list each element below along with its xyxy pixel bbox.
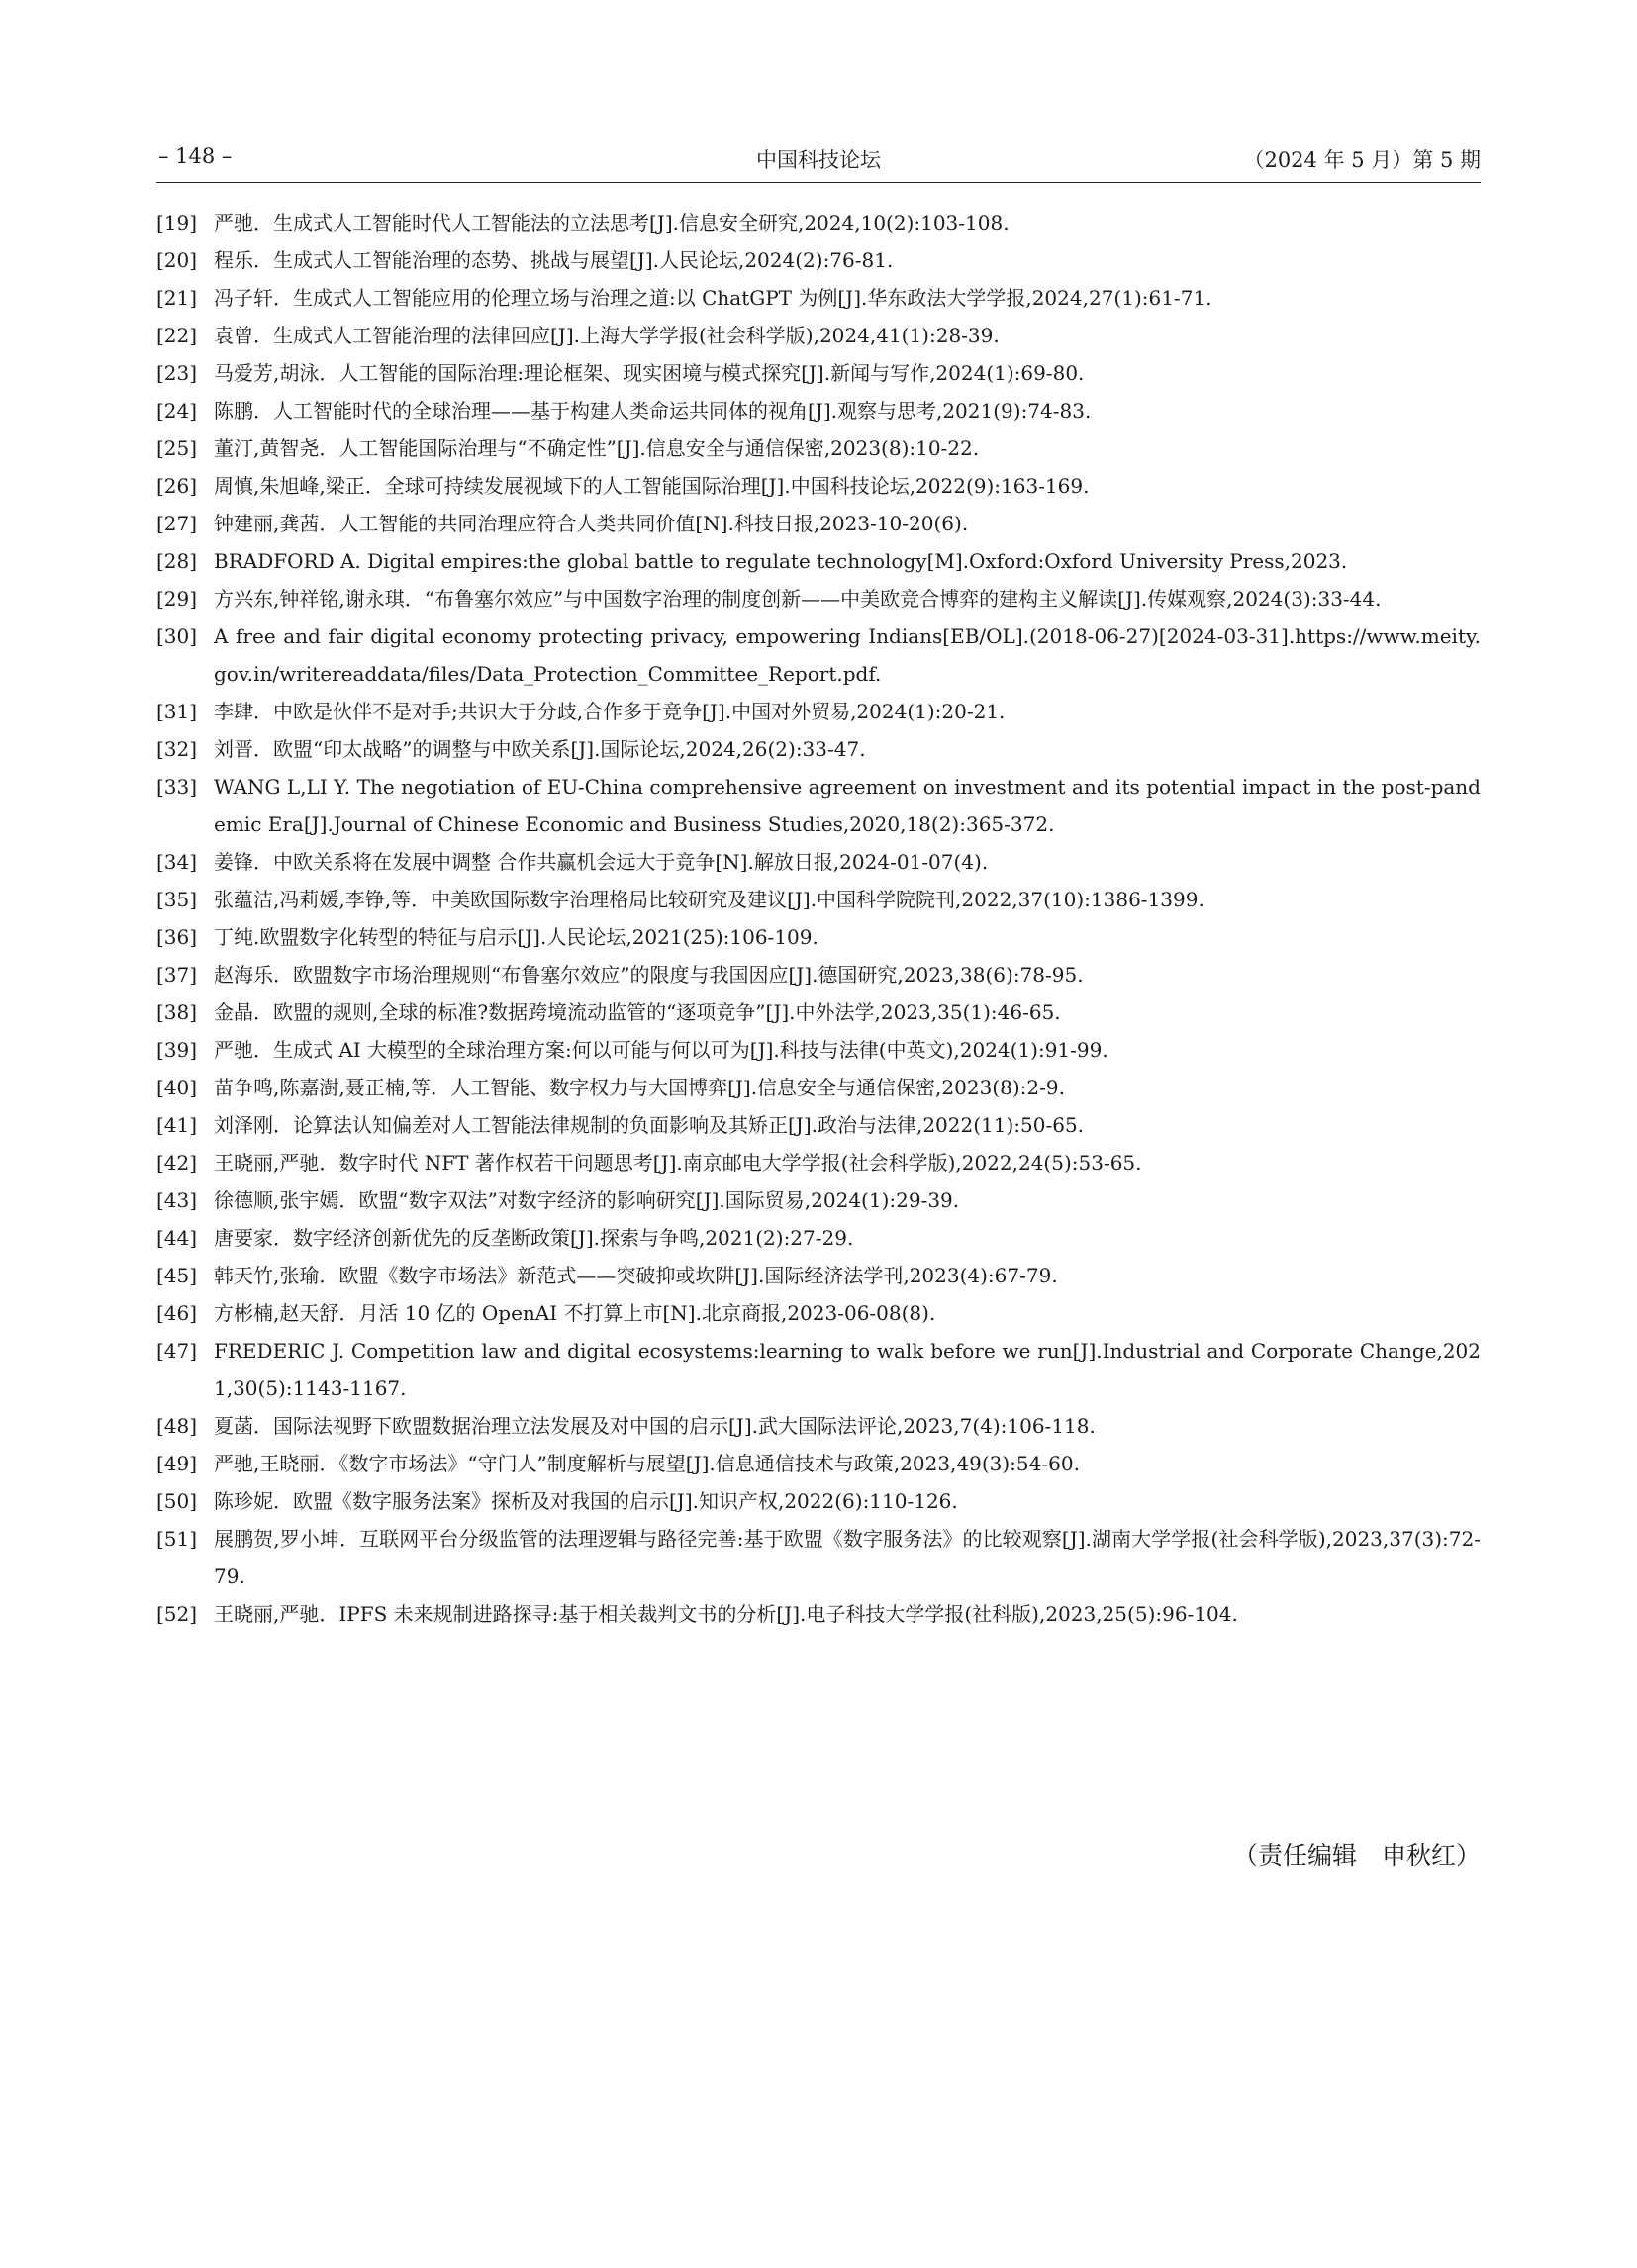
reference-text: 刘泽刚．论算法认知偏差对人工智能法律规制的负面影响及其矫正[J].政治与法律,2022(11):50-65. (214, 1113, 1085, 1137)
reference-text: 刘晋．欧盟“印太战略”的调整与中欧关系[J].国际论坛,2024,26(2):33-47. (214, 737, 866, 761)
reference-item (156, 1144, 1481, 1181)
reference-text: 苗争鸣,陈嘉澍,聂正楠,等．人工智能、数字权力与大国博弈[J].信息安全与通信保密,2023(8):2-9. (214, 1076, 1065, 1099)
reference-text: 丁纯.欧盟数字化转型的特征与启示[J].人民论坛,2021(25):106-109. (214, 925, 818, 949)
reference-item (156, 580, 1481, 617)
reference-text: 严驰,王晓丽．《数字市场法》“守门人”制度解析与展望[J].信息通信技术与政策,2023,49(3):54-60. (214, 1452, 1080, 1475)
reference-item (156, 429, 1481, 467)
reference-number: [19] (156, 211, 198, 235)
reference-text: 唐要家．数字经济创新优先的反垄断政策[J].探索与争鸣,2021(2):27-29. (214, 1226, 854, 1250)
reference-item (156, 993, 1481, 1031)
reference-text: BRADFORD A. Digital empires:the global battle to regulate technology[M].Oxford:Oxford University Press,2023. (214, 549, 1348, 573)
reference-text: 展鹏贺,罗小坤．互联网平台分级监管的法理逻辑与路径完善:基于欧盟《数字服务法》的比较观察[J].湖南大学学报(社会科学版),2023,37(3):72-79. (214, 1527, 1481, 1588)
reference-number: [25] (156, 436, 198, 460)
reference-text: 方兴东,钟祥铭,谢永琪．“布鲁塞尔效应”与中国数字治理的制度创新——中美欧竞合博弈的建构主义解读[J].传媒观察,2024(3):33-44. (214, 587, 1382, 611)
reference-number: [26] (156, 474, 198, 498)
reference-item (156, 1595, 1481, 1633)
reference-number: [49] (156, 1452, 198, 1475)
reference-item (156, 467, 1481, 505)
reference-item (156, 1181, 1481, 1219)
page-number: – 148 – (158, 144, 233, 168)
reference-item (156, 1106, 1481, 1144)
reference-text: 张蕴洁,冯莉媛,李铮,等．中美欧国际数字治理格局比较研究及建议[J].中国科学院院刊,2022,37(10):1386-1399. (214, 888, 1204, 911)
reference-number: [47] (156, 1339, 198, 1363)
reference-item (156, 730, 1481, 768)
reference-number: [36] (156, 925, 198, 949)
reference-number: [39] (156, 1038, 198, 1062)
reference-item (156, 1407, 1481, 1445)
reference-text: FREDERIC J. Competition law and digital ecosystems:learning to walk before we run[J].Industrial and Corporate Change,2021,30(5):1143-1167. (214, 1339, 1481, 1400)
reference-text: 韩天竹,张瑜．欧盟《数字市场法》新范式——突破抑或坎阱[J].国际经济法学刊,2023(4):67-79. (214, 1264, 1058, 1287)
reference-text: 陈珍妮．欧盟《数字服务法案》探析及对我国的启示[J].知识产权,2022(6):110-126. (214, 1489, 958, 1513)
reference-text: 赵海乐．欧盟数字市场治理规则“布鲁塞尔效应”的限度与我国因应[J].德国研究,2023,38(6):78-95. (214, 963, 1084, 987)
reference-number: [28] (156, 549, 198, 573)
reference-number: [22] (156, 324, 198, 347)
reference-item (156, 1219, 1481, 1257)
reference-number: [42] (156, 1151, 198, 1175)
reference-number: [31] (156, 700, 198, 723)
reference-item (156, 918, 1481, 956)
reference-text: 钟建丽,龚茜．人工智能的共同治理应符合人类共同价值[N].科技日报,2023-10-20(6). (214, 512, 969, 535)
reference-text: 王晓丽,严驰．数字时代 NFT 著作权若干问题思考[J].南京邮电大学学报(社会科学版),2022,24(5):53-65. (214, 1151, 1142, 1175)
reference-item (156, 505, 1481, 542)
reference-number: [48] (156, 1414, 198, 1438)
reference-number: [52] (156, 1602, 198, 1626)
reference-item (156, 617, 1481, 693)
reference-number: [35] (156, 888, 198, 911)
reference-number: [46] (156, 1301, 198, 1325)
running-header (156, 139, 1481, 183)
reference-text: 金晶．欧盟的规则,全球的标准?数据跨境流动监管的“逐项竞争”[J].中外法学,2023,35(1):46-65. (214, 1000, 1061, 1024)
reference-item (156, 204, 1481, 241)
reference-text: 王晓丽,严驰．IPFS 未来规制进路探寻:基于相关裁判文书的分析[J].电子科技大学学报(社科版),2023,25(5):96-104. (214, 1602, 1238, 1626)
reference-text: A free and fair digital economy protecting privacy, empowering Indians[EB/OL].(2018-06-27)[2024-03-31].https://www.meity.gov.in/writereaddata/files/Data_Protection_Committee_Report.pdf. (214, 624, 1481, 686)
issue-info: （2024 年 5 月）第 5 期 (1243, 148, 1481, 172)
reference-number: [24] (156, 399, 198, 423)
reference-text: 方彬楠,赵天舒．月活 10 亿的 OpenAI 不打算上市[N].北京商报,2023-06-08(8). (214, 1301, 936, 1325)
reference-item (156, 317, 1481, 354)
reference-number: [51] (156, 1527, 198, 1551)
reference-number: [29] (156, 587, 198, 611)
reference-number: [20] (156, 248, 198, 272)
reference-item (156, 768, 1481, 843)
reference-list (156, 204, 1481, 1633)
reference-number: [30] (156, 624, 198, 648)
reference-item (156, 1257, 1481, 1294)
reference-item (156, 843, 1481, 881)
reference-item (156, 956, 1481, 993)
reference-item (156, 1520, 1481, 1595)
reference-text: 冯子轩．生成式人工智能应用的伦理立场与治理之道:以 ChatGPT 为例[J].华东政法大学学报,2024,27(1):61-71. (214, 286, 1212, 310)
reference-item (156, 1482, 1481, 1520)
reference-text: 严驰．生成式 AI 大模型的全球治理方案:何以可能与何以可为[J].科技与法律(中英文),2024(1):91-99. (214, 1038, 1108, 1062)
journal-title: 中国科技论坛 (756, 148, 881, 172)
reference-text: 马爱芳,胡泳．人工智能的国际治理:理论框架、现实困境与模式探究[J].新闻与写作,2024(1):69-80. (214, 361, 1085, 385)
reference-text: 董汀,黄智尧．人工智能国际治理与“不确定性”[J].信息安全与通信保密,2023(8):10-22. (214, 436, 980, 460)
reference-number: [33] (156, 775, 198, 799)
reference-item (156, 354, 1481, 392)
reference-item (156, 1445, 1481, 1482)
reference-item (156, 693, 1481, 730)
reference-number: [41] (156, 1113, 198, 1137)
reference-number: [45] (156, 1264, 198, 1287)
reference-number: [23] (156, 361, 198, 385)
reference-text: 程乐．生成式人工智能治理的态势、挑战与展望[J].人民论坛,2024(2):76-81. (214, 248, 894, 272)
reference-item (156, 881, 1481, 918)
reference-number: [44] (156, 1226, 198, 1250)
reference-number: [38] (156, 1000, 198, 1024)
reference-item (156, 1069, 1481, 1106)
reference-text: 李肆．中欧是伙伴不是对手;共识大于分歧,合作多于竞争[J].中国对外贸易,2024(1):20-21. (214, 700, 1006, 723)
reference-number: [32] (156, 737, 198, 761)
reference-item (156, 241, 1481, 279)
reference-text: 严驰．生成式人工智能时代人工智能法的立法思考[J].信息安全研究,2024,10(2):103-108. (214, 211, 1010, 235)
reference-number: [50] (156, 1489, 198, 1513)
reference-text: 姜锋．中欧关系将在发展中调整 合作共赢机会远大于竞争[N].解放日报,2024-01-07(4). (214, 850, 989, 874)
reference-number: [34] (156, 850, 198, 874)
reference-item (156, 1294, 1481, 1332)
reference-item (156, 1332, 1481, 1407)
reference-item (156, 542, 1481, 580)
reference-text: 周慎,朱旭峰,梁正．全球可持续发展视域下的人工智能国际治理[J].中国科技论坛,2022(9):163-169. (214, 474, 1090, 498)
reference-number: [27] (156, 512, 198, 535)
responsible-editor: （责任编辑 申秋红） (1232, 1842, 1481, 1870)
reference-text: WANG L,LI Y. The negotiation of EU-China comprehensive agreement on investment and its potential impact in the post-pandemic Era[J].Journal of Chinese Economic and Business Studies,2020,18(2):365-372. (214, 775, 1481, 836)
reference-number: [43] (156, 1188, 198, 1212)
reference-item (156, 279, 1481, 317)
reference-number: [21] (156, 286, 198, 310)
reference-number: [40] (156, 1076, 198, 1099)
reference-text: 袁曾．生成式人工智能治理的法律回应[J].上海大学学报(社会科学版),2024,41(1):28-39. (214, 324, 1000, 347)
reference-number: [37] (156, 963, 198, 987)
reference-text: 夏菡．国际法视野下欧盟数据治理立法发展及对中国的启示[J].武大国际法评论,2023,7(4):106-118. (214, 1414, 1096, 1438)
reference-text: 徐德顺,张宇嫣．欧盟“数字双法”对数字经济的影响研究[J].国际贸易,2024(1):29-39. (214, 1188, 960, 1212)
reference-text: 陈鹏．人工智能时代的全球治理——基于构建人类命运共同体的视角[J].观察与思考,2021(9):74-83. (214, 399, 1092, 423)
reference-item (156, 392, 1481, 429)
reference-item (156, 1031, 1481, 1069)
